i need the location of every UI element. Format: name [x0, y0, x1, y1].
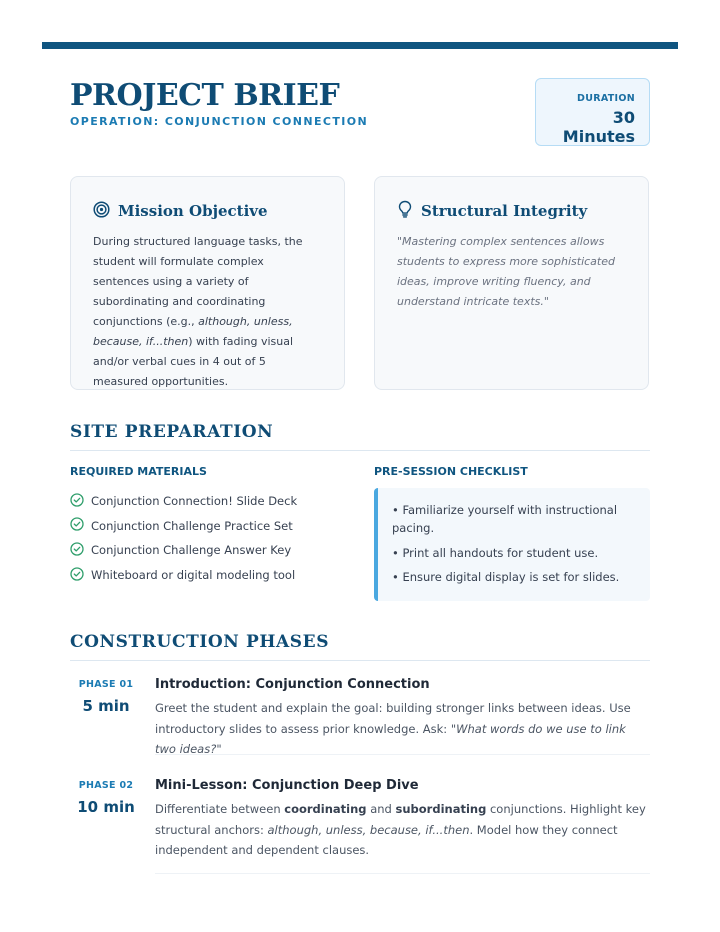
phase-desc-question: "What words do we use to link two ideas?": [155, 721, 626, 756]
mission-objective-text: [93, 232, 322, 392]
mission-objective-card: [70, 176, 345, 390]
material-label: Conjunction Connection! Slide Deck: [91, 494, 298, 509]
phase-desc-bold: subordinating: [395, 802, 487, 816]
mission-text-part-1: During structured language tasks, the student will formulate complex sentences using a variety of subordinating and coordinating conjunctions (e.g.,: [93, 235, 303, 328]
phase-desc-part: conjunctions. Highlight key structural anchors:: [155, 802, 646, 837]
structural-integrity-header: [397, 200, 626, 222]
mission-text-examples: although, unless, because, if...then: [93, 315, 293, 348]
target-icon: [93, 201, 110, 222]
phase-meta: [70, 778, 142, 816]
phase-content: [155, 677, 650, 755]
checklist-item: • Ensure digital display is set for slides.: [392, 570, 620, 584]
phase-desc-part: . Model how they connect independent and dependent clauses.: [155, 822, 618, 857]
pre-session-checklist: [374, 488, 650, 601]
phase-desc-part: Differentiate between: [155, 802, 285, 816]
check-circle-icon: [70, 493, 84, 510]
required-materials-heading: REQUIRED MATERIALS: [70, 465, 207, 478]
site-preparation-heading: SITE PREPARATION: [70, 422, 650, 451]
list-item: [70, 489, 297, 514]
structural-integrity-card: [374, 176, 649, 390]
mission-objective-header: [93, 200, 322, 222]
required-materials-list: [70, 489, 297, 587]
material-label: Conjunction Challenge Practice Set: [91, 518, 293, 533]
phase-desc-bold: coordinating: [284, 802, 367, 816]
mission-text-part-2: ) with fading visual and/or verbal cues in 4 out of 5 measured opportunities.: [93, 335, 294, 388]
phase-meta: [70, 677, 142, 715]
phase-time: 5 min: [82, 697, 130, 715]
check-circle-icon: [70, 517, 84, 534]
mission-objective-title: Mission Objective: [118, 202, 268, 220]
phase-time: 10 min: [77, 798, 135, 816]
page-subtitle: OPERATION: CONJUNCTION CONNECTION: [70, 115, 369, 128]
phase-label: PHASE 01: [78, 679, 134, 690]
phase-desc-examples: although, unless, because, if...then: [267, 822, 470, 837]
phase-title: Mini-Lesson: Conjunction Deep Dive: [155, 778, 419, 793]
phase-desc-part: and: [366, 802, 396, 816]
phase-description: [155, 698, 650, 760]
list-item: [70, 538, 297, 563]
duration-label: DURATION: [577, 93, 635, 104]
pre-session-checklist-heading: PRE-SESSION CHECKLIST: [374, 465, 528, 478]
checklist-item: • Familiarize yourself with instructional pacing.: [392, 503, 618, 535]
construction-phases-heading: CONSTRUCTION PHASES: [70, 632, 650, 661]
phase-label: PHASE 02: [78, 780, 134, 791]
phase-desc-part: Greet the student and explain the goal: building stronger links between ideas. Use introductory slides to assess prior knowledge. Ask:: [155, 701, 631, 736]
duration-value: 30 Minutes: [562, 108, 635, 146]
material-label: Whiteboard or digital modeling tool: [91, 568, 296, 583]
list-item: [70, 563, 297, 588]
check-circle-icon: [70, 542, 84, 559]
check-circle-icon: [70, 567, 84, 584]
phase-content: [155, 778, 650, 874]
phase-title: Introduction: Conjunction Connection: [155, 677, 430, 692]
checklist-item: • Print all handouts for student use.: [392, 545, 599, 560]
structural-integrity-quote: "Mastering complex sentences allows students to express more sophisticated ideas, improve writing fluency, and understand intricate texts.": [397, 235, 615, 308]
phase-description: [155, 799, 650, 861]
list-item: [70, 514, 297, 539]
material-label: Conjunction Challenge Answer Key: [91, 543, 292, 558]
page-title: PROJECT BRIEF: [70, 78, 340, 113]
top-accent-bar: [42, 42, 678, 49]
duration-box: [535, 78, 650, 146]
lightbulb-icon: [397, 200, 413, 222]
structural-integrity-title: Structural Integrity: [421, 202, 588, 220]
